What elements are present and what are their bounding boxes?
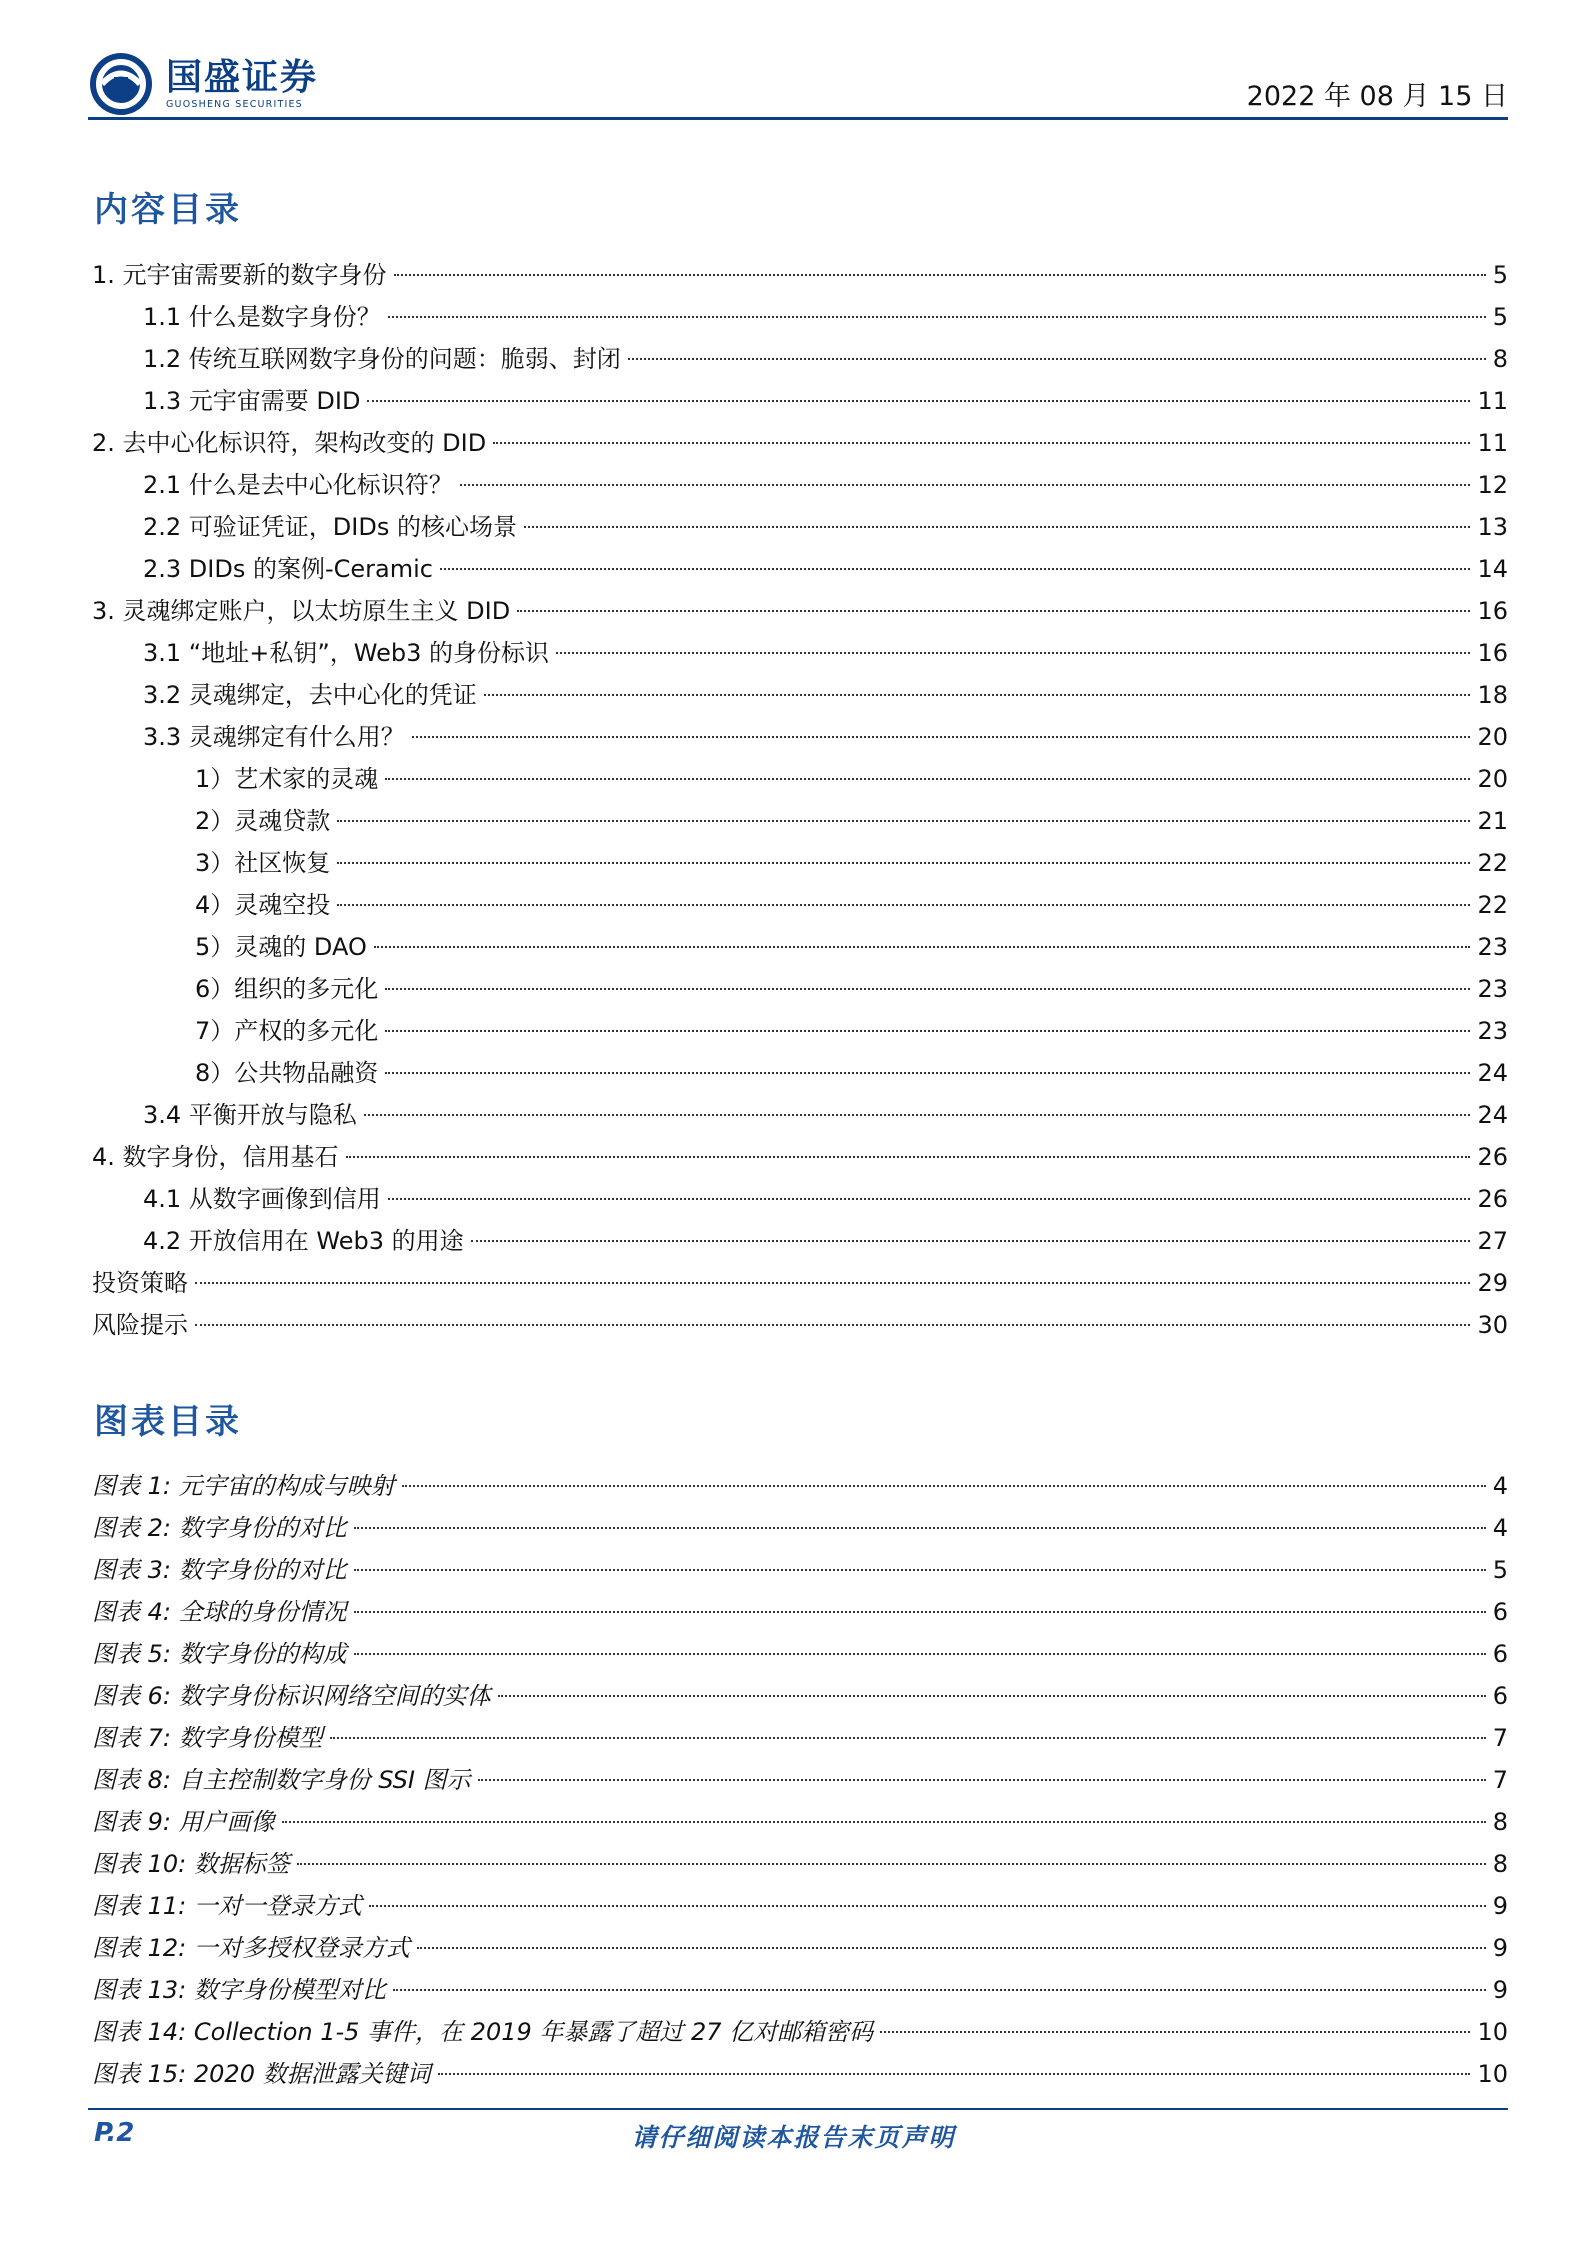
toc-entry-page: 13 xyxy=(1477,513,1508,541)
toc-entry-page: 16 xyxy=(1477,597,1508,625)
figure-entry-page: 6 xyxy=(1492,1598,1508,1626)
dot-leader xyxy=(369,1905,1486,1907)
figure-entry-page: 10 xyxy=(1477,2060,1508,2088)
toc-entry-page: 23 xyxy=(1477,1017,1508,1045)
toc-entry[interactable] xyxy=(88,674,1508,716)
toc-entry-label: 1）艺术家的灵魂 xyxy=(195,765,379,793)
figure-entry-page: 6 xyxy=(1492,1682,1508,1710)
figure-entry[interactable] xyxy=(88,1969,1508,2011)
toc-entry-label: 6）组织的多元化 xyxy=(195,975,379,1003)
dot-leader xyxy=(354,1653,1486,1655)
dot-leader xyxy=(478,1779,1486,1781)
dot-leader xyxy=(517,610,1470,612)
toc-entry[interactable] xyxy=(88,548,1508,590)
toc-entry[interactable] xyxy=(88,968,1508,1010)
toc-entry[interactable] xyxy=(88,1304,1508,1346)
toc-entry[interactable] xyxy=(88,758,1508,800)
page-number: P.2 xyxy=(94,2118,135,2148)
dot-leader xyxy=(556,652,1470,654)
dot-leader xyxy=(524,526,1470,528)
dot-leader xyxy=(440,568,1470,570)
toc-entry[interactable] xyxy=(88,800,1508,842)
toc-entry-label: 2.3 DIDs 的案例-Ceramic xyxy=(143,555,433,583)
dot-leader xyxy=(628,358,1486,360)
figure-entry[interactable] xyxy=(88,1717,1508,1759)
figure-entry[interactable] xyxy=(88,1885,1508,1927)
figure-entry[interactable] xyxy=(88,1927,1508,1969)
dot-leader xyxy=(385,1072,1470,1074)
toc-title: 内容目录 xyxy=(94,190,242,230)
figure-entry-label: 图表 12: 一对多授权登录方式 xyxy=(92,1934,410,1962)
toc-entry[interactable] xyxy=(88,884,1508,926)
figure-entry[interactable] xyxy=(88,1843,1508,1885)
dot-leader xyxy=(282,1821,1486,1823)
dot-leader xyxy=(374,946,1471,948)
toc-entry[interactable] xyxy=(88,1178,1508,1220)
dot-leader xyxy=(402,1485,1486,1487)
dot-leader xyxy=(354,1527,1486,1529)
dot-leader xyxy=(388,1198,1471,1200)
dot-leader xyxy=(471,1240,1471,1242)
figure-entry-label: 图表 1: 元宇宙的构成与映射 xyxy=(92,1472,395,1500)
figure-entry-page: 4 xyxy=(1492,1514,1508,1542)
toc-entry-page: 14 xyxy=(1477,555,1508,583)
toc-entry-label: 4）灵魂空投 xyxy=(195,891,331,919)
toc-entry-page: 26 xyxy=(1477,1185,1508,1213)
toc-entry-label: 2.1 什么是去中心化标识符？ xyxy=(143,471,453,499)
page-header xyxy=(88,48,1508,120)
dot-leader xyxy=(330,1737,1486,1739)
figure-entry-label: 图表 6: 数字身份标识网络空间的实体 xyxy=(92,1682,491,1710)
figure-entry-label: 图表 8: 自主控制数字身份 SSI 图示 xyxy=(92,1766,471,1794)
dot-leader xyxy=(417,1947,1486,1949)
figure-entry-label: 图表 11: 一对一登录方式 xyxy=(92,1892,362,1920)
dot-leader xyxy=(337,820,1470,822)
figure-entry[interactable] xyxy=(88,1549,1508,1591)
figure-entry-label: 图表 13: 数字身份模型对比 xyxy=(92,1976,386,2004)
toc-entry-label: 风险提示 xyxy=(92,1311,188,1339)
figure-entry-page: 5 xyxy=(1492,1556,1508,1584)
dot-leader xyxy=(364,1114,1471,1116)
toc-entry-label: 2. 去中心化标识符，架构改变的 DID xyxy=(92,429,487,457)
toc-entry-page: 24 xyxy=(1477,1059,1508,1087)
figure-entry[interactable] xyxy=(88,1675,1508,1717)
report-date: 2022 年 08 月 15 日 xyxy=(1246,81,1508,112)
logo-chinese-name: 国盛证券 xyxy=(166,56,319,98)
dot-leader xyxy=(354,1611,1486,1613)
toc-entry-label: 投资策略 xyxy=(92,1269,188,1297)
toc-entry-label: 3）社区恢复 xyxy=(195,849,331,877)
toc-entry[interactable] xyxy=(88,926,1508,968)
figure-entry[interactable] xyxy=(88,1465,1508,1507)
toc-entry-page: 26 xyxy=(1477,1143,1508,1171)
toc-entry-label: 7）产权的多元化 xyxy=(195,1017,379,1045)
figure-entry-page: 4 xyxy=(1492,1472,1508,1500)
dot-leader xyxy=(337,904,1470,906)
figure-entry-page: 6 xyxy=(1492,1640,1508,1668)
figure-entry-label: 图表 7: 数字身份模型 xyxy=(92,1724,323,1752)
figures-list xyxy=(88,1465,1508,2095)
dot-leader xyxy=(498,1695,1486,1697)
toc-entry[interactable] xyxy=(88,590,1508,632)
company-logo xyxy=(88,48,318,120)
dot-leader xyxy=(412,736,1471,738)
dot-leader xyxy=(460,484,1471,486)
toc-entry-label: 1.1 什么是数字身份？ xyxy=(143,303,381,331)
dot-leader xyxy=(394,274,1486,276)
toc-entry[interactable] xyxy=(88,1094,1508,1136)
figure-entry-page: 7 xyxy=(1492,1766,1508,1794)
dot-leader xyxy=(385,1030,1470,1032)
figure-entry-label: 图表 2: 数字身份的对比 xyxy=(92,1514,347,1542)
toc-entry-label: 2.2 可验证凭证，DIDs 的核心场景 xyxy=(143,513,517,541)
toc-entry-page: 21 xyxy=(1477,807,1508,835)
toc-entry-label: 8）公共物品融资 xyxy=(195,1059,379,1087)
toc-entry[interactable] xyxy=(88,1262,1508,1304)
figure-entry[interactable] xyxy=(88,1759,1508,1801)
dot-leader xyxy=(484,694,1471,696)
figure-entry[interactable] xyxy=(88,1507,1508,1549)
toc-entry[interactable] xyxy=(88,1052,1508,1094)
toc-entry[interactable] xyxy=(88,1136,1508,1178)
toc-entry-label: 3.1 “地址+私钥”，Web3 的身份标识 xyxy=(143,639,549,667)
dot-leader xyxy=(195,1324,1470,1326)
dot-leader xyxy=(393,1989,1486,1991)
figure-entry-label: 图表 4: 全球的身份情况 xyxy=(92,1598,347,1626)
figure-entry[interactable] xyxy=(88,1591,1508,1633)
dot-leader xyxy=(880,2031,1470,2033)
toc-entry-label: 4. 数字身份，信用基石 xyxy=(92,1143,339,1171)
toc-entry[interactable] xyxy=(88,1220,1508,1262)
toc-entry-page: 18 xyxy=(1477,681,1508,709)
toc-entry-page: 11 xyxy=(1477,387,1508,415)
toc-entry-page: 5 xyxy=(1492,261,1508,289)
toc-entry[interactable] xyxy=(88,422,1508,464)
figure-entry[interactable] xyxy=(88,1801,1508,1843)
toc-entry[interactable] xyxy=(88,296,1508,338)
dot-leader xyxy=(388,316,1486,318)
figure-entry-page: 9 xyxy=(1492,1976,1508,2004)
figure-entry-label: 图表 3: 数字身份的对比 xyxy=(92,1556,347,1584)
toc-entry-page: 24 xyxy=(1477,1101,1508,1129)
dot-leader xyxy=(337,862,1470,864)
header-divider xyxy=(88,117,1508,120)
figure-entry-page: 9 xyxy=(1492,1934,1508,1962)
dot-leader xyxy=(346,1156,1471,1158)
toc-entry-page: 29 xyxy=(1477,1269,1508,1297)
toc-entry[interactable] xyxy=(88,716,1508,758)
dot-leader xyxy=(367,400,1470,402)
guosheng-logo-icon xyxy=(88,51,154,117)
toc-list xyxy=(88,254,1508,1346)
toc-entry-label: 4.1 从数字画像到信用 xyxy=(143,1185,381,1213)
toc-entry[interactable] xyxy=(88,1010,1508,1052)
toc-entry-page: 22 xyxy=(1477,849,1508,877)
toc-entry[interactable] xyxy=(88,254,1508,296)
toc-entry-label: 1.3 元宇宙需要 DID xyxy=(143,387,361,415)
toc-entry-label: 2）灵魂贷款 xyxy=(195,807,331,835)
toc-entry-page: 23 xyxy=(1477,975,1508,1003)
figure-entry-label: 图表 14: Collection 1-5 事件，在 2019 年暴露了超过 27 亿对邮箱密码 xyxy=(92,2018,874,2046)
figures-title: 图表目录 xyxy=(94,1402,242,1442)
toc-entry-page: 5 xyxy=(1492,303,1508,331)
logo-english-name: GUOSHENG SECURITIES xyxy=(166,99,303,111)
figure-entry-label: 图表 5: 数字身份的构成 xyxy=(92,1640,347,1668)
toc-entry[interactable] xyxy=(88,632,1508,674)
toc-entry-label: 3.3 灵魂绑定有什么用？ xyxy=(143,723,405,751)
footer-divider xyxy=(88,2108,1508,2110)
dot-leader xyxy=(354,1569,1486,1571)
dot-leader xyxy=(195,1282,1470,1284)
toc-entry-label: 3. 灵魂绑定账户，以太坊原生主义 DID xyxy=(92,597,511,625)
toc-entry-label: 3.2 灵魂绑定，去中心化的凭证 xyxy=(143,681,477,709)
toc-entry-label: 4.2 开放信用在 Web3 的用途 xyxy=(143,1227,464,1255)
figure-entry-page: 7 xyxy=(1492,1724,1508,1752)
toc-entry-label: 1. 元宇宙需要新的数字身份 xyxy=(92,261,387,289)
figure-entry-label: 图表 9: 用户画像 xyxy=(92,1808,275,1836)
figure-entry-label: 图表 10: 数据标签 xyxy=(92,1850,290,1878)
toc-entry[interactable] xyxy=(88,506,1508,548)
toc-entry-page: 12 xyxy=(1477,471,1508,499)
toc-entry-label: 5）灵魂的 DAO xyxy=(195,933,367,961)
dot-leader xyxy=(438,2073,1471,2075)
figure-entry[interactable] xyxy=(88,2053,1508,2095)
figure-entry-page: 9 xyxy=(1492,1892,1508,1920)
dot-leader xyxy=(493,442,1470,444)
disclaimer-note: 请仔细阅读本报告末页声明 xyxy=(631,2123,956,2152)
figure-entry-label: 图表 15: 2020 数据泄露关键词 xyxy=(92,2060,431,2088)
toc-entry-page: 8 xyxy=(1492,345,1508,373)
figure-entry[interactable] xyxy=(88,1633,1508,1675)
figure-entry-page: 10 xyxy=(1477,2018,1508,2046)
toc-entry-page: 22 xyxy=(1477,891,1508,919)
toc-entry[interactable] xyxy=(88,380,1508,422)
toc-entry-page: 20 xyxy=(1477,723,1508,751)
toc-entry-label: 3.4 平衡开放与隐私 xyxy=(143,1101,357,1129)
dot-leader xyxy=(297,1863,1486,1865)
toc-entry-page: 20 xyxy=(1477,765,1508,793)
figure-entry-page: 8 xyxy=(1492,1850,1508,1878)
toc-entry-page: 11 xyxy=(1477,429,1508,457)
toc-entry-label: 1.2 传统互联网数字身份的问题：脆弱、封闭 xyxy=(143,345,621,373)
toc-entry-page: 16 xyxy=(1477,639,1508,667)
figure-entry[interactable] xyxy=(88,2011,1508,2053)
dot-leader xyxy=(385,988,1470,990)
toc-entry[interactable] xyxy=(88,842,1508,884)
dot-leader xyxy=(385,778,1470,780)
toc-entry[interactable] xyxy=(88,338,1508,380)
toc-entry-page: 23 xyxy=(1477,933,1508,961)
toc-entry-page: 30 xyxy=(1477,1311,1508,1339)
toc-entry-page: 27 xyxy=(1477,1227,1508,1255)
toc-entry[interactable] xyxy=(88,464,1508,506)
figure-entry-page: 8 xyxy=(1492,1808,1508,1836)
